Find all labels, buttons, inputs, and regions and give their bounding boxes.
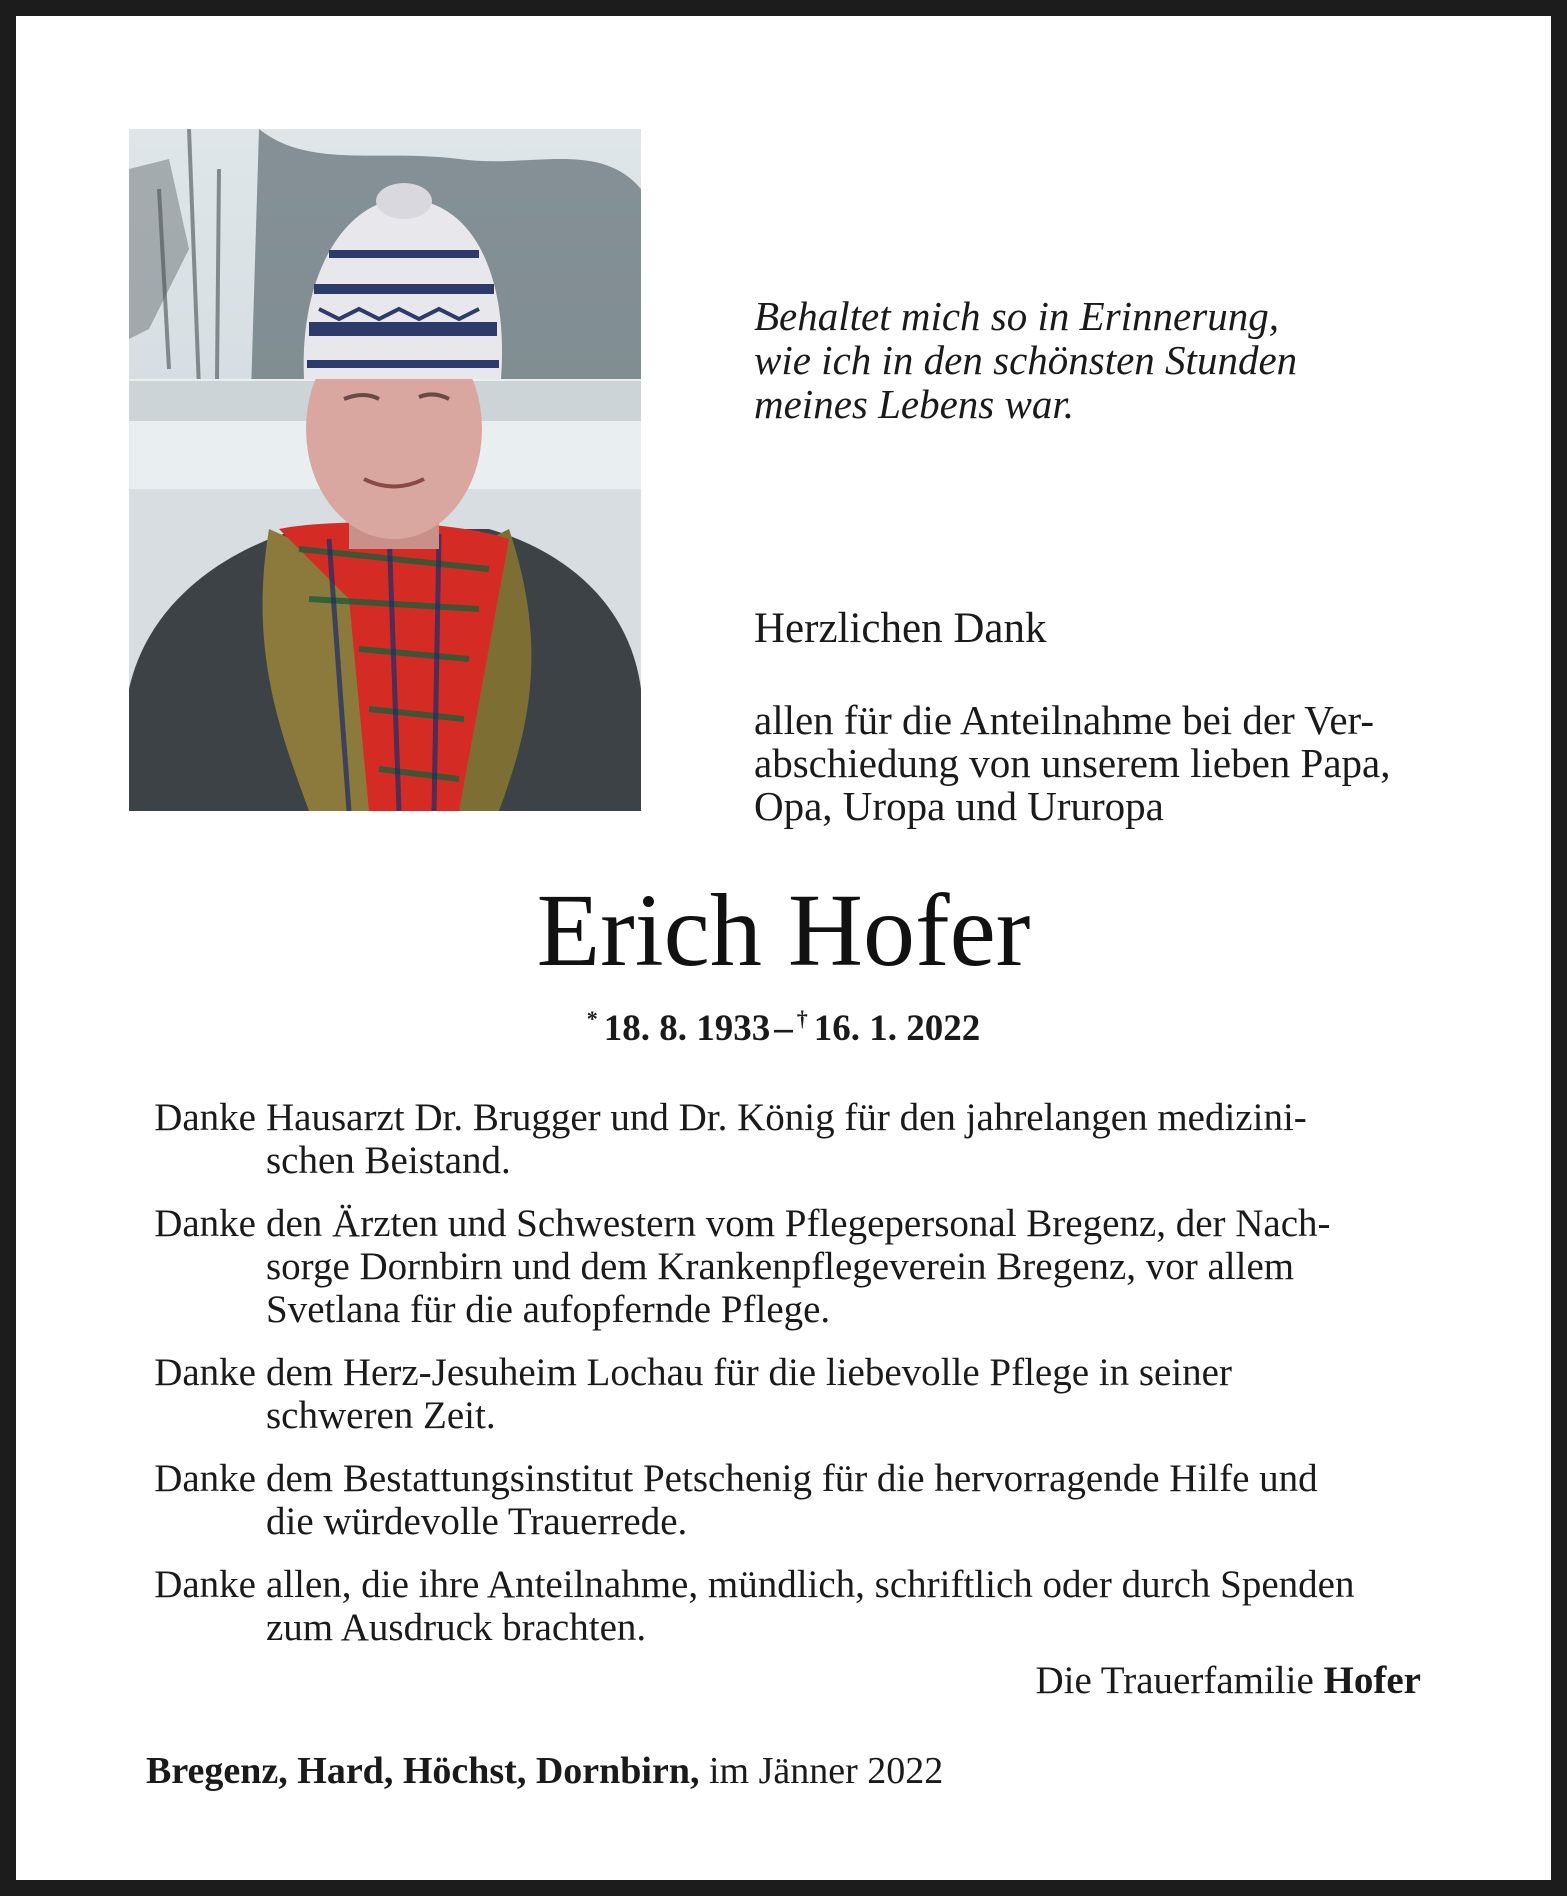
danke-list [140, 1096, 1460, 1669]
danke-entry [140, 1202, 1460, 1331]
month-year: im Jänner 2022 [708, 1750, 944, 1792]
danke-entry [140, 1563, 1460, 1649]
danke-label: Danke [154, 1457, 256, 1500]
danke-line: Hausarzt Dr. Brugger und Dr. König für den jahrelangen medizini- [266, 1096, 1307, 1139]
place-date-line [146, 1749, 943, 1793]
quote-line: wie ich in den schönsten Stunden [754, 337, 1298, 383]
birth-symbol: * [586, 1006, 598, 1031]
family-signature [1035, 1658, 1421, 1703]
danke-label: Danke [154, 1096, 256, 1139]
danke-entry [140, 1457, 1460, 1543]
portrait-image [129, 129, 641, 811]
thanks-intro-line: abschiedung von unserem lieben Papa, [754, 740, 1391, 786]
danke-line: Svetlana für die aufopfernde Pflege. [266, 1288, 831, 1331]
danke-line: allen, die ihre Anteilnahme, mündlich, schriftlich oder durch Spenden [266, 1563, 1355, 1606]
birth-date: 18. 8. 1933 [603, 1008, 771, 1049]
quote-line: meines Lebens war. [754, 381, 1075, 427]
danke-line: schweren Zeit. [266, 1394, 496, 1437]
thanks-intro [754, 699, 1474, 828]
death-symbol: † [796, 1006, 808, 1031]
quote-line: Behaltet mich so in Erinnerung, [754, 293, 1279, 339]
thanks-intro-line: Opa, Uropa und Ururopa [754, 783, 1164, 829]
danke-line: schen Beistand. [266, 1139, 511, 1182]
places: Bregenz, Hard, Höchst, Dornbirn, [146, 1750, 700, 1792]
danke-label: Danke [154, 1563, 256, 1606]
danke-line: sorge Dornbirn und dem Krankenpflegeverein Bregenz, vor allem [266, 1245, 1295, 1288]
death-date: 16. 1. 2022 [813, 1008, 981, 1049]
danke-line: die würdevolle Trauerrede. [266, 1500, 688, 1543]
danke-entry [140, 1351, 1460, 1437]
thanks-heading: Herzlichen Dank [754, 605, 1047, 652]
life-dates [16, 1006, 1551, 1050]
danke-line: dem Herz-Jesuheim Lochau für die liebevolle Pflege in seiner [266, 1351, 1232, 1394]
family-name: Hofer [1323, 1659, 1421, 1702]
portrait-photo [129, 129, 641, 811]
thanks-intro-line: allen für die Anteilnahme bei der Ver- [754, 697, 1375, 743]
memorial-quote [754, 294, 1394, 426]
danke-label: Danke [154, 1351, 256, 1394]
danke-line: zum Ausdruck brachten. [266, 1606, 647, 1649]
danke-entry [140, 1096, 1460, 1182]
signature-prefix: Die Trauerfamilie [1035, 1659, 1314, 1702]
danke-line: dem Bestattungsinstitut Petschenig für die hervorragende Hilfe und [266, 1457, 1318, 1500]
danke-label: Danke [154, 1202, 256, 1245]
deceased-name: Erich Hofer [536, 873, 1031, 988]
date-separator: – [774, 1008, 793, 1049]
danke-line: den Ärzten und Schwestern vom Pflegepersonal Bregenz, der Nach- [266, 1202, 1331, 1245]
